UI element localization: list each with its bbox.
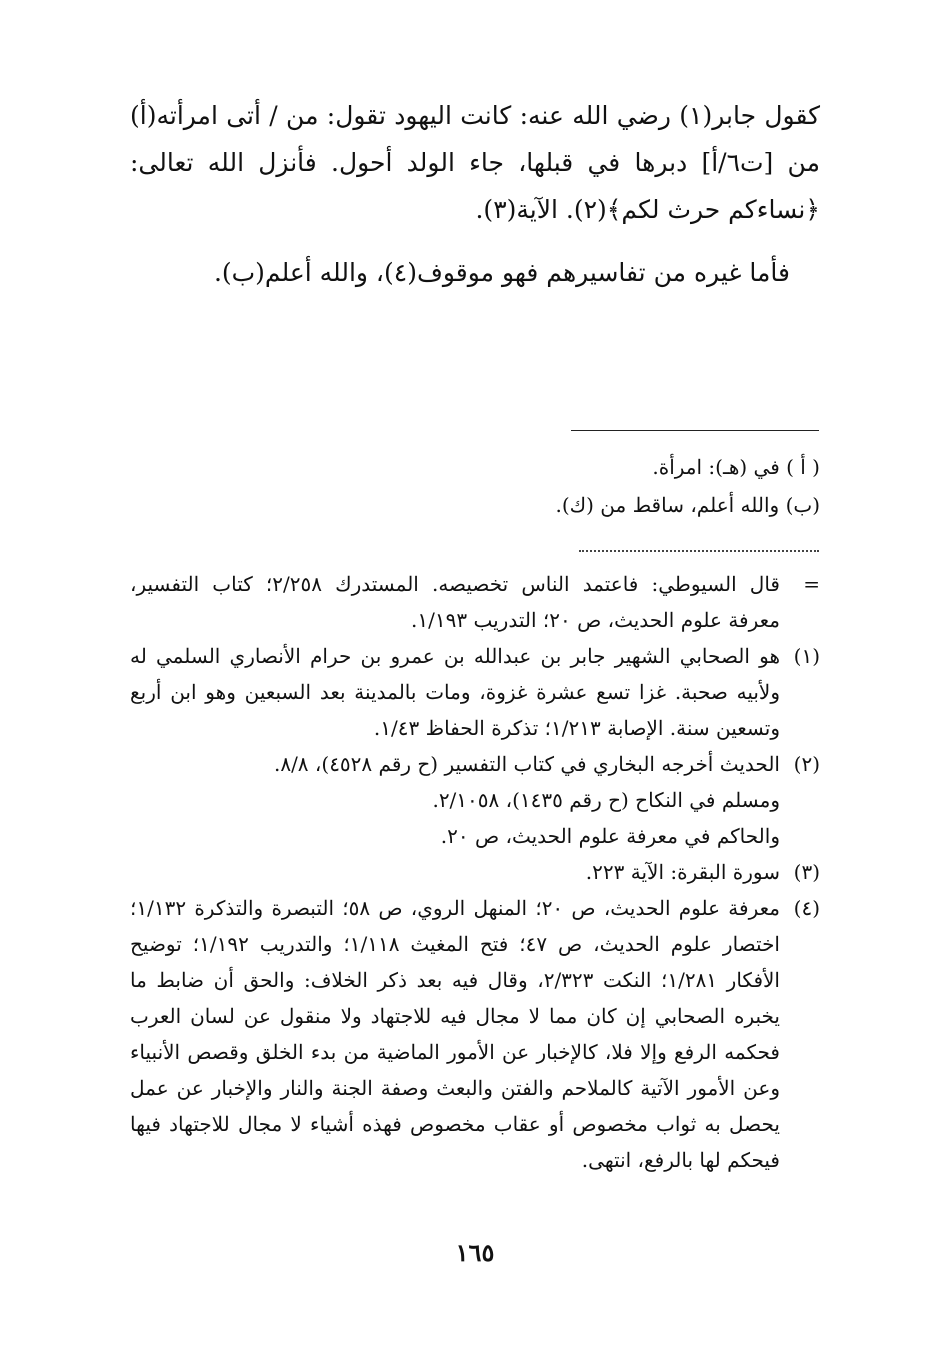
main-paragraph-1: كقول جابر(١) رضي الله عنه: كانت اليهود تقول: من / أتى امرأته(أ) من [ت٦/أ] دبرها في قبلها، جاء الولد أحول. فأنزل الله تعالى: ﴿نساءكم حرث لكم﴾(٢). الآية(٣). [130,101,820,224]
footnote-separator [571,430,819,431]
variant-note-b: (ب) والله أعلم، ساقط من (ك). [555,493,820,517]
footnote-text: الحديث أخرجه البخاري في كتاب التفسير (ح رقم ٤٥٢٨)، ٨/٨. [273,752,780,776]
footnote-marker: (٢) [793,752,820,776]
footnote-text: معرفة علوم الحديث، ص ٢٠؛ المنهل الروي، ص ٥٨؛ التبصرة والتذكرة ١/١٣٢؛ اختصار علوم الحديث، ص ٤٧؛ فتح المغيث ١/١١٨؛ والتدريب ١/١٩٢؛ توضيح الأفكار ١/٢٨١؛ النكت ٢/٣٢٣، وقال فيه بعد ذكر الخلاف: والحق أن ضابط ما يخبره الصحابي إن كان مما لا مجال فيه للاجتهاد ولا منقول عن لسان العرب فحكمه الرفع وإلا فلا، كالإخبار عن الأمور الماضية من بدء الخلق وقصص الأنبياء وعن الأمور الآتية كالملاحم والفتن والبعث وصفة الجنة والنار والإخبار عن عمل يحصل به ثواب مخصوص أو عقاب مخصوص فهذه أشياء لا مجال للاجتهاد فيها فيحكم لها بالرفع، انتهى. [130,896,780,1172]
footnote-text: والحاكم في معرفة علوم الحديث، ص ٢٠. [440,824,780,848]
variant-notes [130,448,820,524]
main-text [130,92,820,296]
dotted-separator [579,550,819,552]
variant-note-a: ( أ ) في (هـ): امرأة. [652,455,820,479]
footnote-1 [130,638,820,746]
footnote-continuation [130,566,820,638]
main-paragraph-2: فأما غيره من تفاسيرهم فهو موقوف(٤)، والله أعلم(ب). [213,258,790,287]
footnote-text: هو الصحابي الشهير جابر بن عبدالله بن عمرو بن حرام الأنصاري السلمي له ولأبيه صحبة. غزا تسع عشرة غزوة، ومات بالمدينة بعد السبعين وهو ابن أربع وتسعين سنة. الإصابة ١/٢١٣؛ تذكرة الحفاظ ١/٤٣. [130,644,780,740]
footnote-marker: = [803,572,820,596]
footnote-2 [130,746,820,854]
footnote-text: سورة البقرة: الآية ٢٢٣. [585,860,780,884]
footnote-marker: (٤) [793,896,820,920]
footnote-3 [130,854,820,890]
footnote-text: قال السيوطي: فاعتمد الناس تخصيصه. المستدرك ٢/٢٥٨؛ كتاب التفسير، معرفة علوم الحديث، ص ٢٠؛ التدريب ١/١٩٣. [130,572,780,632]
footnote-text: ومسلم في النكاح (ح رقم ١٤٣٥)، ٢/١٠٥٨. [432,788,780,812]
page-number: ١٦٥ [455,1238,495,1267]
footnote-marker: (٣) [793,860,820,884]
footnotes [130,566,820,1178]
footnote-4 [130,890,820,1178]
footnote-marker: (١) [793,644,820,668]
